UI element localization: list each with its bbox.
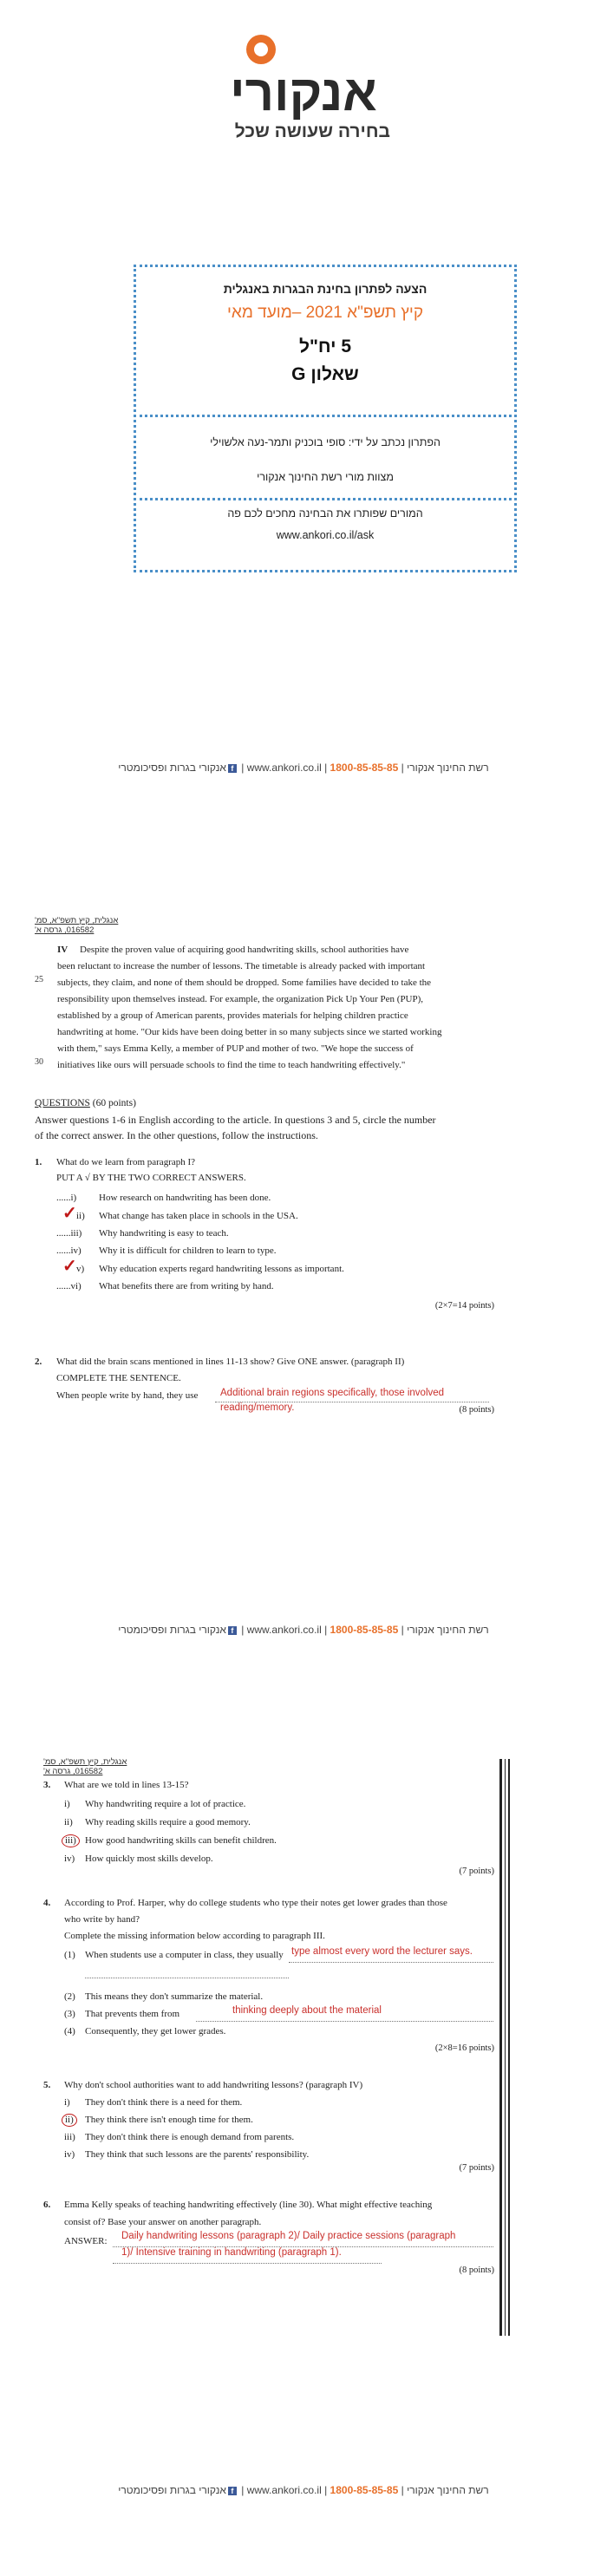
footer-facebook[interactable]: אנקורי בגרות ופסיכומטרי [118,1624,226,1636]
footer-network: רשת החינוך אנקורי [407,1624,489,1636]
option-text: They don't think there is enough demand from parents. [85,2132,295,2142]
question-instruction: COMPLETE THE SENTENCE. [56,1373,181,1383]
points-label: (8 points) [459,1405,494,1415]
item-text: That prevents them from [85,2009,180,2019]
option-marker[interactable]: ......iii) [56,1228,82,1239]
answer-text: thinking deeply about the material [232,2005,382,2016]
footer-phone[interactable]: 1800-85-85-85 [330,2484,399,2496]
logo-tagline: בחירה שעושה שכל [234,121,390,141]
answer-line[interactable] [113,2263,382,2264]
footer-facebook[interactable]: אנקורי בגרות ופסיכומטרי [118,762,226,774]
cover-units: 5 יח"ל [298,337,352,356]
question-number: 5. [43,2080,51,2090]
option-text: What change has taken place in schools in the USA. [99,1211,298,1221]
answer-text: reading/memory. [220,1402,295,1413]
footer-network: רשת החינוך אנקורי [407,2484,489,2496]
option-marker[interactable]: ii) [76,1211,85,1221]
facebook-icon: f [228,764,237,773]
option-marker[interactable]: ......iv) [56,1246,82,1256]
instructions-line: of the correct answer. In the other questions, follow the instructions. [35,1129,318,1141]
option-marker[interactable]: iv) [64,1854,75,1864]
cover-session: קיץ תשפ"א 2021 –מועד מאי [226,304,424,322]
option-text: Why reading skills require a good memory. [85,1817,251,1827]
option-marker[interactable]: i) [64,2097,70,2108]
option-text: They think there isn't enough time for them. [85,2115,253,2125]
footer-site[interactable]: www.ankori.co.il [246,762,322,774]
footer-site[interactable]: www.ankori.co.il [246,2484,322,2496]
answer-line[interactable] [289,1962,493,1963]
option-marker[interactable]: iii) [64,2132,75,2142]
question-text: Emma Kelly speaks of teaching handwriting effectively (line 30). What might effective teaching [64,2200,433,2210]
item-marker: (2) [64,1991,75,2002]
option-marker[interactable]: i) [64,1799,70,1809]
points-label: (8 points) [459,2265,494,2275]
margin-rule [499,1759,502,2336]
answer-lead: ANSWER: [64,2236,108,2246]
option-marker[interactable]: v) [76,1264,85,1274]
option-marker[interactable]: ......i) [56,1193,77,1203]
answer-text: Daily handwriting lessons (paragraph 2)/ Daily practice sessions (paragraph [121,2231,456,2241]
item-marker: (4) [64,2026,75,2037]
cover-authors: הפתרון נכתב על ידי: סופי בוכניק ותמר-נעה אלשוילי [210,436,441,448]
line-number: 30 [35,1057,43,1067]
item-text: When students use a computer in class, they usually [85,1950,284,1960]
paragraph-line: initiatives like ours will persuade schools to find the time to teach handwriting effectively." [57,1060,406,1070]
margin-rule [505,1759,506,2336]
footer-phone[interactable]: 1800-85-85-85 [330,1624,399,1636]
footer-site[interactable]: www.ankori.co.il [246,1624,322,1636]
checkmark-icon: ✓ [62,1257,77,1276]
paragraph-line: responsibility upon themselves instead. For example, the organization Pick Up Your Pen (PUP), [57,994,424,1004]
answer-text: 1)/ Intensive training in handwriting (paragraph 1). [121,2247,342,2258]
option-text: They don't think there is a need for them. [85,2097,243,2108]
paragraph-label: IV [57,945,69,955]
option-text: Why handwriting require a lot of practice. [85,1799,246,1809]
item-text: This means they don't summarize the material. [85,1991,264,2002]
option-text: Why it is difficult for children to learn to type. [99,1246,277,1256]
question-number: 3. [43,1780,51,1790]
line-number: 25 [35,975,43,984]
question-text: What do we learn from paragraph I? [56,1157,196,1167]
option-text: How research on handwriting has been done. [99,1193,271,1203]
sentence-lead: When people write by hand, they use [56,1390,199,1401]
paragraph-line: established by a group of American parents, provides materials for helping children practice [57,1010,408,1021]
question-instruction: Complete the missing information below according to paragraph III. [64,1931,325,1941]
paragraph-line: Despite the proven value of acquiring good handwriting skills, school authorities have [80,945,409,955]
logo-title: אנקורי [230,65,377,121]
option-text: How quickly most skills develop. [85,1854,213,1864]
option-marker[interactable]: ......vi) [56,1281,82,1291]
question-number: 6. [43,2200,51,2210]
answer-text: type almost every word the lecturer says. [291,1946,473,1957]
answer-text: Additional brain regions specifically, those involved [220,1388,445,1398]
question-text: What are we told in lines 13-15? [64,1780,189,1790]
page-header: אנגלית, קיץ תשפ"א, סמ' 016582, גרסה א' [43,1757,127,1776]
points-label: (7 points) [459,1867,494,1876]
question-number: 4. [43,1898,51,1908]
question-text: who write by hand? [64,1914,140,1925]
question-text: What did the brain scans mentioned in lines 11-13 show? Give ONE answer. (paragraph II) [56,1357,405,1367]
option-text: What benefits there are from writing by hand. [99,1281,274,1291]
question-text: consist of? Base your answer on another paragraph. [64,2217,262,2227]
facebook-icon: f [228,1626,237,1635]
footer-phone[interactable]: 1800-85-85-85 [330,762,399,774]
questions-title: QUESTIONS [35,1098,90,1108]
instructions-line: Answer questions 1-6 in English according to the article. In questions 3 and 5, circle the number [35,1114,436,1126]
item-marker: (3) [64,2009,75,2019]
checkmark-icon: ✓ [62,1204,77,1223]
answer-line[interactable] [196,2021,493,2022]
option-text: Why education experts regard handwriting lessons as important. [99,1264,344,1274]
questions-points: (60 points) [92,1098,136,1108]
page-header: אנגלית, קיץ תשפ"א, סמ' 016582, גרסה א' [35,916,119,935]
option-text: Why handwriting is easy to teach. [99,1228,229,1239]
footer-network: רשת החינוך אנקורי [407,762,489,774]
option-marker-circled[interactable]: iii) [62,1834,80,1847]
logo-icon [246,35,276,64]
points-label: (2×8=16 points) [434,2043,494,2053]
paragraph-line: with them," says Emma Kelly, a member of PUP and mother of two. "We hope the success of [57,1043,414,1054]
footer-facebook[interactable]: אנקורי בגרות ופסיכומטרי [118,2484,226,2496]
questions-heading [35,1098,136,1108]
paragraph-line: subjects, they claim, and none of them should be dropped. Some families have decided to take the [57,977,432,988]
cover-ask-link[interactable]: www.ankori.co.il/ask [276,529,375,541]
question-instruction: PUT A √ BY THE TWO CORRECT ANSWERS. [56,1173,246,1183]
footer-page2: רשת החינוך אנקורי | 1800-85-85-85 | www.ankori.co.il | fאנקורי בגרות ופסיכומטרי [118,1624,489,1636]
question-text: Why don't school authorities want to add handwriting lessons? (paragraph IV) [64,2080,363,2090]
question-text: According to Prof. Harper, why do college students who type their notes get lower grades than those [64,1898,447,1908]
cover-box-divider [134,498,517,500]
facebook-icon: f [228,2487,237,2495]
margin-rule [508,1759,510,2336]
paragraph-line: been reluctant to increase the number of lessons. The timetable is already packed with important [57,961,426,971]
points-label: (2×7=14 points) [434,1301,494,1311]
cover-box-divider [134,415,517,417]
footer-page1: רשת החינוך אנקורי | 1800-85-85-85 | www.ankori.co.il | fאנקורי בגרות ופסיכומטרי [118,762,489,774]
option-text: They think that such lessons are the parents' responsibility. [85,2149,310,2160]
question-number: 1. [35,1157,42,1167]
footer-page3: רשת החינוך אנקורי | 1800-85-85-85 | www.ankori.co.il | fאנקורי בגרות ופסיכומטרי [118,2484,489,2496]
cover-questionnaire: שאלון G [291,364,359,384]
option-text: How good handwriting skills can benefit children. [85,1835,277,1846]
option-marker-circled[interactable]: ii) [62,2114,77,2127]
option-marker[interactable]: ii) [64,1817,73,1827]
cover-teachers-note: המורים שפותרו את הבחינה מחכים לכם פה [227,507,423,520]
points-label: (7 points) [459,2163,494,2173]
paragraph-line: handwriting at home. "Our kids have been doing better in so many subjects since we started working [57,1027,442,1037]
cover-staff: מצוות מורי רשת החינוך אנקורי [257,471,394,483]
question-number: 2. [35,1357,42,1367]
item-marker: (1) [64,1950,75,1960]
option-marker[interactable]: iv) [64,2149,75,2160]
cover-title: הצעה לפתרון בחינת הבגרות באנגלית [223,282,428,296]
item-text: Consequently, they get lower grades. [85,2026,226,2037]
